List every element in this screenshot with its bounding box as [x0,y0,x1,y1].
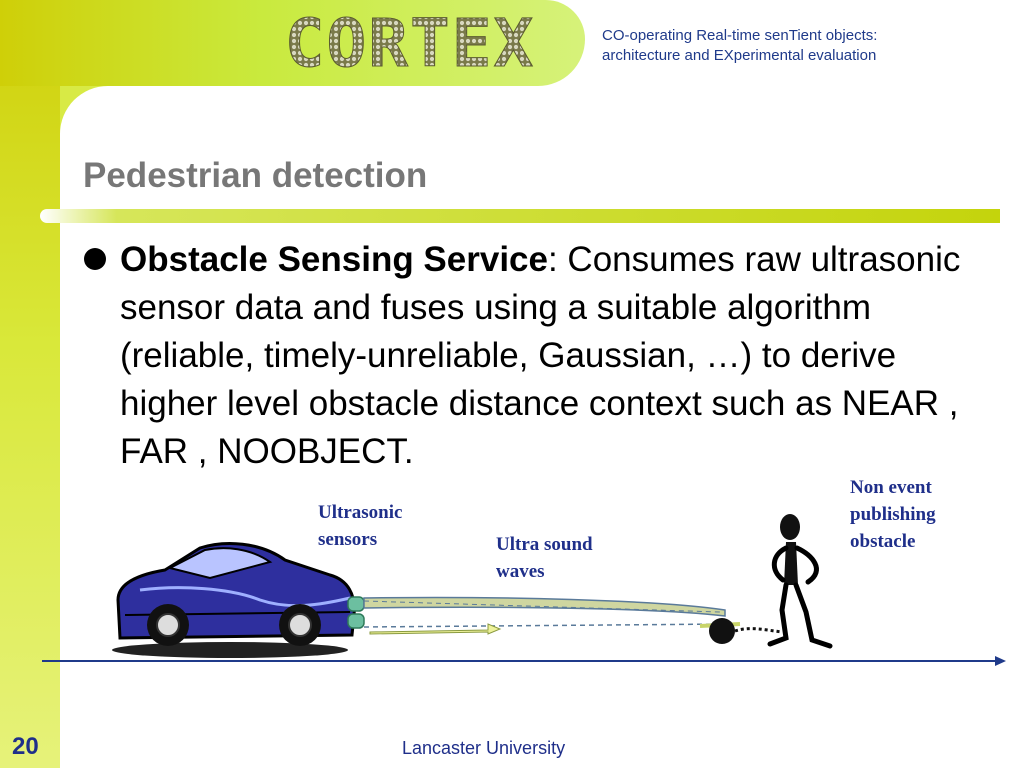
obstacle-label-line-3: obstacle [850,531,916,552]
obstacle-label-line-2: publishing [850,504,936,525]
footer-organization: Lancaster University [402,738,566,758]
pedestrian-figure-icon [770,514,830,646]
obstacle-label-line-1: Non event [850,477,932,498]
obstacle-label [850,474,936,555]
logo-text: CORTEX [285,8,535,76]
slide-number: 20 [12,733,39,760]
bullet-item [84,236,994,476]
chain-icon [735,629,782,632]
bullet-dot-icon [84,248,106,270]
bullet-text [120,236,994,476]
project-description-line-1: CO-operating Real-time senTient objects: [602,27,878,44]
cortex-logo [285,8,535,76]
title-divider [40,209,1000,223]
bullet-bold-term: Obstacle Sensing Service [120,240,548,279]
ground-arrow-head-icon [995,656,1006,666]
sensors-label [318,499,402,553]
slide-title: Pedestrian detection [83,156,428,195]
waves-label-line-1: Ultra sound [496,534,593,555]
sensors-label-line-2: sensors [318,529,378,550]
sensors-label-line-1: Ultrasonic [318,502,403,523]
bullet-body: : Consumes raw ultrasonic sensor data and fuses using a suitable algorithm (reliable, timely-unreliable, Gaussian, …) to derive higher level obstacle distance context such as NEAR , FAR , NOOBJECT. [120,240,961,471]
obstacle-ball-icon [709,618,735,644]
waves-label [496,531,593,585]
project-description [602,26,1002,66]
waves-label-line-2: waves [496,561,545,582]
sound-waves-icon [364,598,740,635]
project-description-line-2: architecture and EXperimental evaluation [602,47,877,64]
car-icon [112,544,354,658]
